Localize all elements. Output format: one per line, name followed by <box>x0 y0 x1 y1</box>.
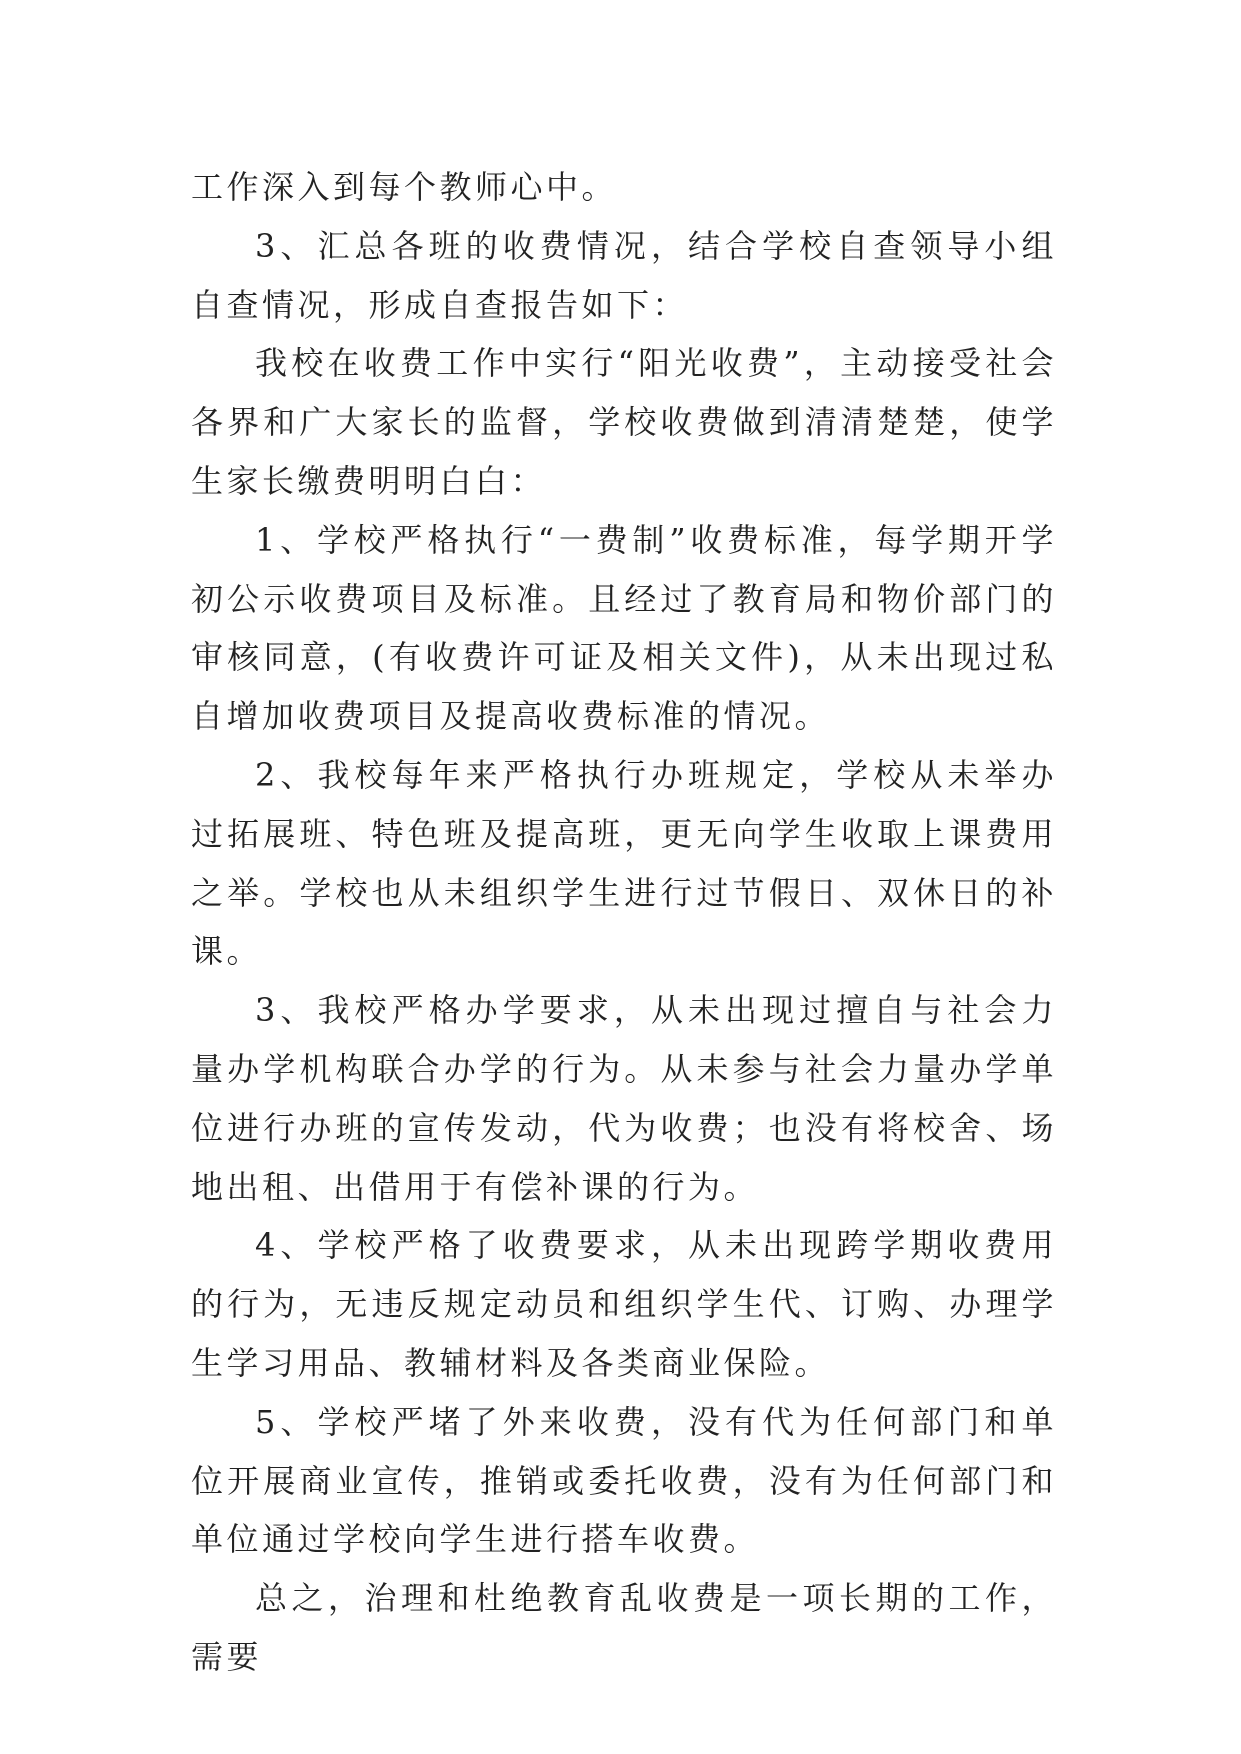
paragraph-continuation: 工作深入到每个教师心中。 <box>191 168 618 206</box>
paragraph-point-3: 3、我校严格办学要求，从未出现过擅自与社会力量办学机构联合办学的行为。从未参与社会力量办学单位进行办班的宣传发动，代为收费；也没有将校舍、场地出租、出借用于有偿补课的行为。 <box>191 991 1057 1206</box>
document-body <box>191 158 1057 1687</box>
paragraph-point-1: 1、学校严格执行“一费制”收费标准，每学期开学初公示收费项目及标准。且经过了教育局和物价部门的审核同意，(有收费许可证及相关文件)，从未出现过私自增加收费项目及提高收费标准的情况。 <box>191 520 1057 736</box>
paragraph-point-4: 4、学校严格了收费要求，从未出现跨学期收费用的行为，无违反规定动员和组织学生代、订购、办理学生学习用品、教辅材料及各类商业保险。 <box>191 1226 1057 1382</box>
paragraph-sunshine-fees: 我校在收费工作中实行“阳光收费”，主动接受社会各界和广大家长的监督，学校收费做到清清楚楚，使学生家长缴费明明白白： <box>191 344 1057 500</box>
paragraph-point-5: 5、学校严堵了外来收费，没有代为任何部门和单位开展商业宣传，推销或委托收费，没有为任何部门和单位通过学校向学生进行搭车收费。 <box>191 1402 1057 1559</box>
paragraph-summary-item-3: 3、汇总各班的收费情况，结合学校自查领导小组自查情况，形成自查报告如下： <box>191 226 1057 324</box>
paragraph-conclusion: 总之，治理和杜绝教育乱收费是一项长期的工作，需要 <box>191 1579 1057 1676</box>
paragraph-point-2: 2、我校每年来严格执行办班规定，学校从未举办过拓展班、特色班及提高班，更无向学生收取上课费用之举。学校也从未组织学生进行过节假日、双休日的补课。 <box>191 755 1057 971</box>
